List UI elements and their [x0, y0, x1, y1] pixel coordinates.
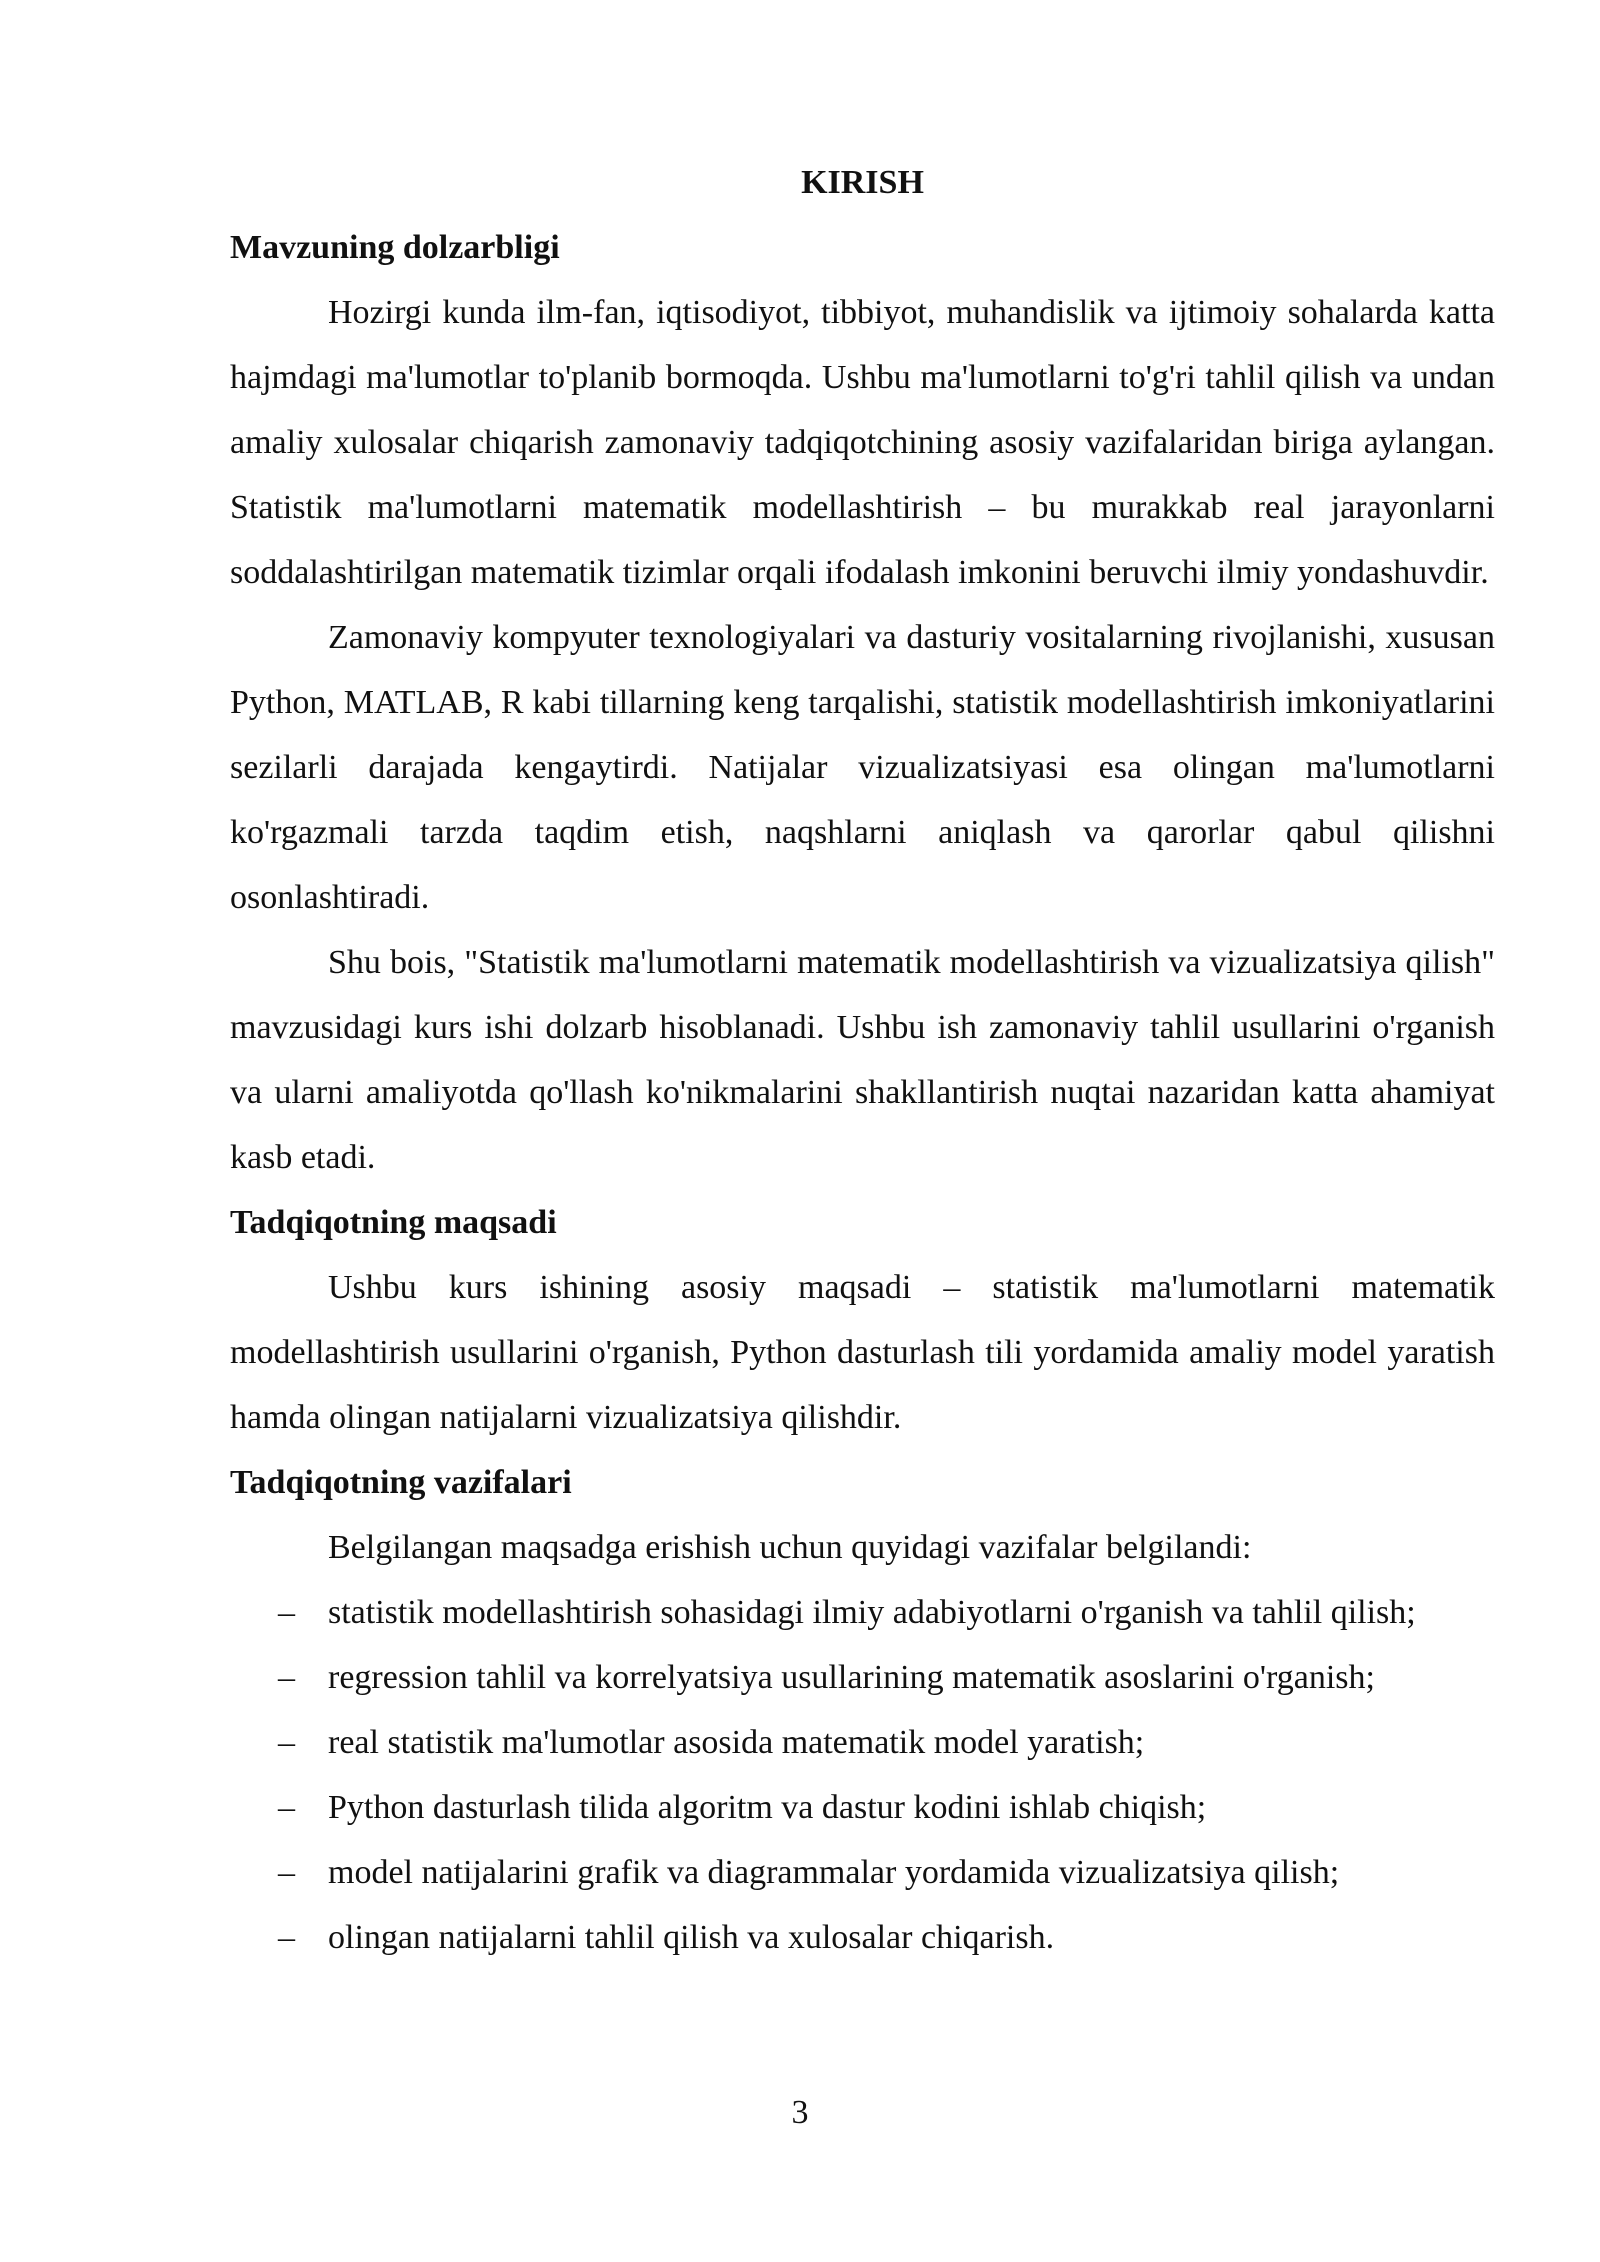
dash-marker: – [278, 1659, 295, 1696]
document-body [230, 150, 1495, 1970]
page-number: 3 [791, 2094, 809, 2131]
dash-marker: – [278, 1854, 295, 1891]
list-item [230, 1905, 1495, 1970]
list-item [230, 1580, 1495, 1645]
list-item [230, 1645, 1495, 1710]
list-item-text: regression tahlil va korrelyatsiya usullarining matematik asoslarini o'rganish; [328, 1659, 1375, 1696]
list-item [230, 1775, 1495, 1840]
section-heading-goal: Tadqiqotning maqsadi [230, 1204, 557, 1241]
dash-marker: – [278, 1594, 295, 1631]
task-list [230, 1580, 1495, 1970]
list-item-text: real statistik ma'lumotlar asosida matematik model yaratish; [328, 1724, 1145, 1761]
list-item-text: olingan natijalarni tahlil qilish va xulosalar chiqarish. [328, 1919, 1055, 1956]
section-heading-relevance: Mavzuning dolzarbligi [230, 229, 560, 266]
list-item-text: statistik modellashtirish sohasidagi ilmiy adabiyotlarni o'rganish va tahlil qilish; [328, 1594, 1416, 1631]
dash-marker: – [278, 1789, 295, 1826]
dash-marker: – [278, 1724, 295, 1761]
paragraph: Shu bois, "Statistik ma'lumotlarni matematik modellashtirish va vizualizatsiya qilish" mavzusidagi kurs ishi dolzarb hisoblanadi. Ushbu ish zamonaviy tahlil usullarini o'rganish va ularni amaliyotda qo'llash ko'nikmalarini shakllantirish nuqtai nazaridan katta ahamiyat kasb etadi. [230, 944, 1495, 1176]
page-title: KIRISH [801, 164, 924, 201]
list-item-text: Python dasturlash tilida algoritm va dastur kodini ishlab chiqish; [328, 1789, 1207, 1826]
list-item [230, 1840, 1495, 1905]
section-heading-tasks: Tadqiqotning vazifalari [230, 1464, 572, 1501]
paragraph: Ushbu kurs ishining asosiy maqsadi – statistik ma'lumotlarni matematik modellashtirish usullarini o'rganish, Python dasturlash tili yordamida amaliy model yaratish hamda olingan natijalarni vizualizatsiya qilishdir. [230, 1269, 1495, 1436]
dash-marker: – [278, 1919, 295, 1956]
list-item-text: model natijalarini grafik va diagrammalar yordamida vizualizatsiya qilish; [328, 1854, 1340, 1891]
paragraph: Hozirgi kunda ilm-fan, iqtisodiyot, tibbiyot, muhandislik va ijtimoiy sohalarda katta hajmdagi ma'lumotlar to'planib bormoqda. Ushbu ma'lumotlarni to'g'ri tahlil qilish va undan amaliy xulosalar chiqarish zamonaviy tadqiqotchining asosiy vazifalaridan biriga aylangan. Statistik ma'lumotlarni matematik modellashtirish – bu murakkab real jarayonlarni soddalashtirilgan matematik tizimlar orqali ifodalash imkonini beruvchi ilmiy yondashuvdir. [230, 294, 1495, 591]
list-item [230, 1710, 1495, 1775]
paragraph: Zamonaviy kompyuter texnologiyalari va dasturiy vositalarning rivojlanishi, xususan Python, MATLAB, R kabi tillarning keng tarqalishi, statistik modellashtirish imkoniyatlarini sezilarli darajada kengaytirdi. Natijalar vizualizatsiyasi esa olingan ma'lumotlarni ko'rgazmali tarzda taqdim etish, naqshlarni aniqlash va qarorlar qabul qilishni osonlashtiradi. [230, 619, 1495, 916]
paragraph: Belgilangan maqsadga erishish uchun quyidagi vazifalar belgilandi: [328, 1529, 1252, 1566]
